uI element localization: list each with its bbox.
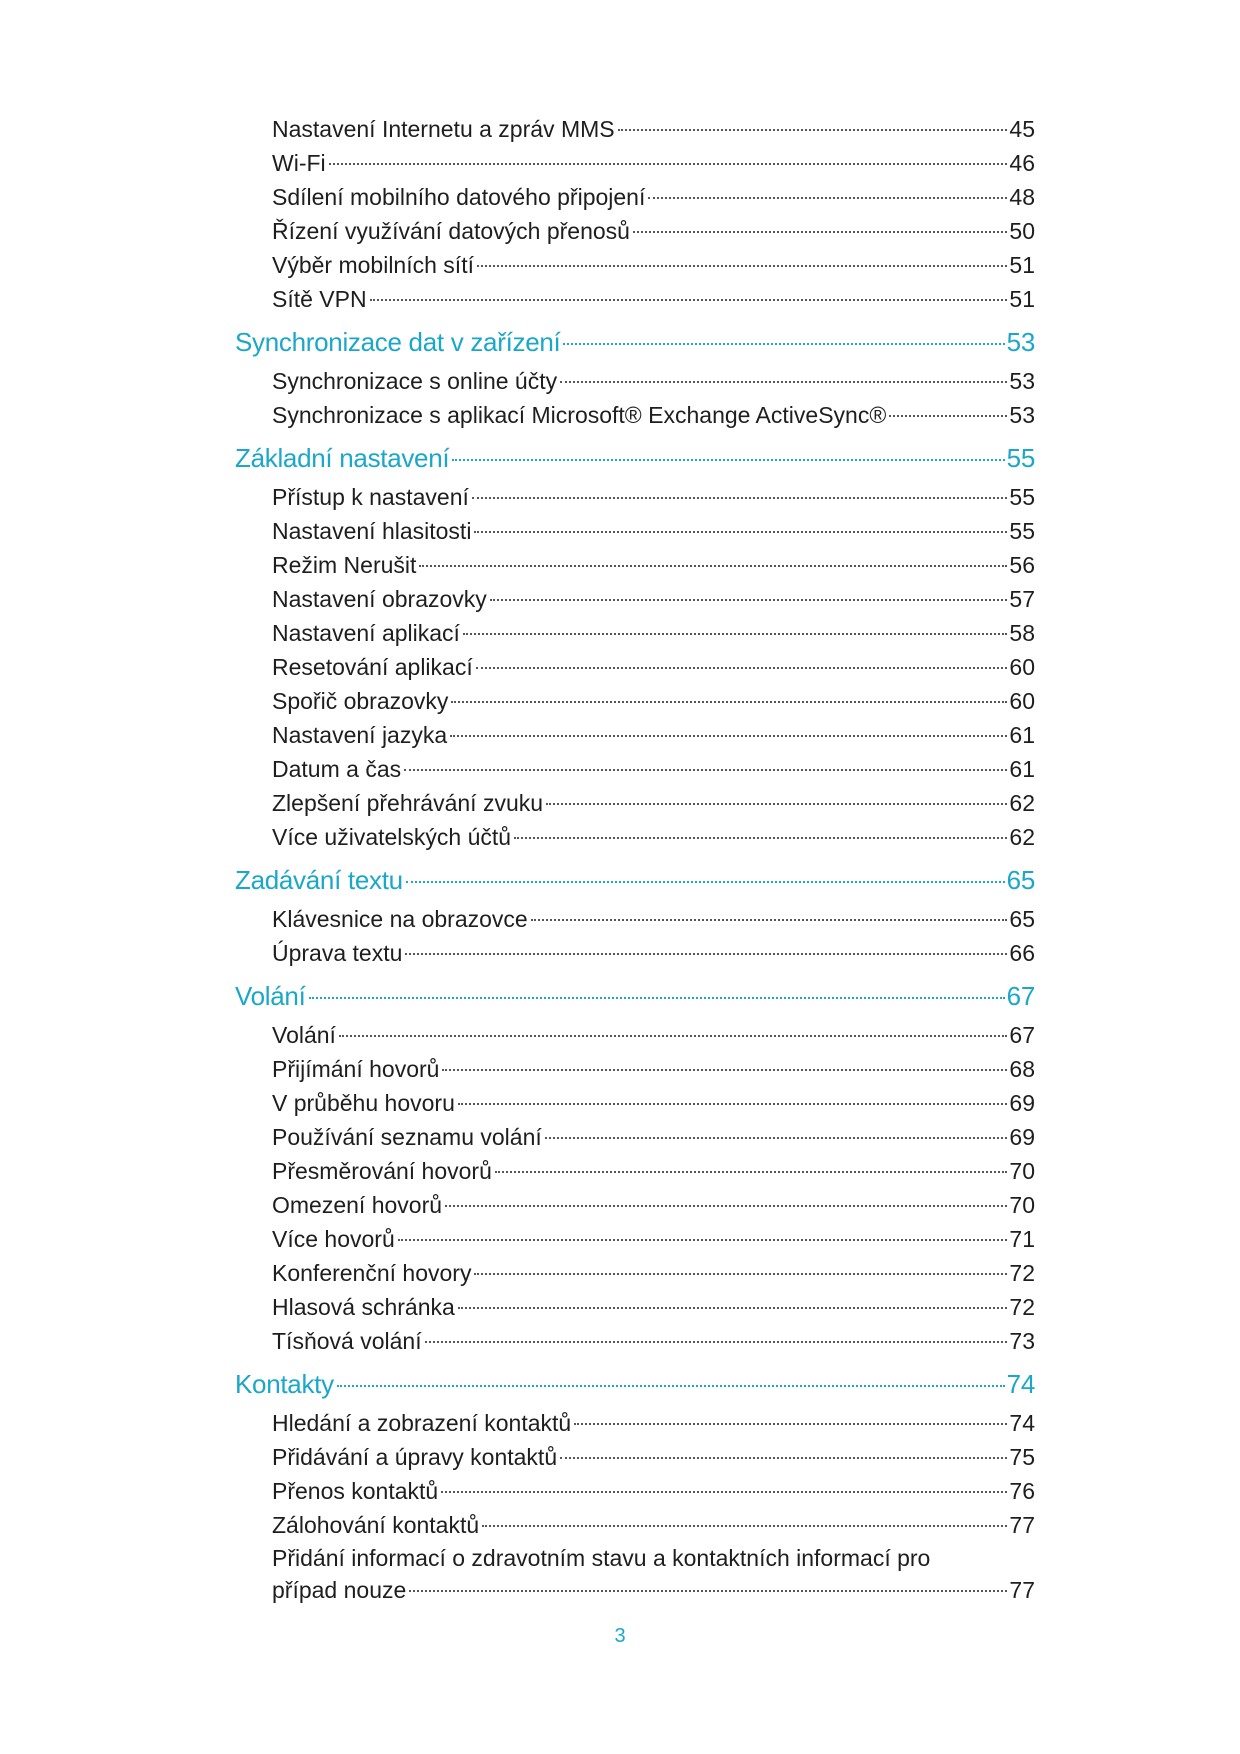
- toc-page-number: 77: [1009, 1512, 1035, 1538]
- toc-page-number: 60: [1009, 688, 1035, 714]
- toc-section-entry[interactable]: [235, 548, 1035, 582]
- toc-entry-label: Resetování aplikací: [272, 654, 473, 680]
- toc-section-entry[interactable]: [235, 514, 1035, 548]
- toc-section-entry[interactable]: [235, 398, 1035, 432]
- toc-entry-label-continued: případ nouze: [272, 1577, 407, 1603]
- toc-page-number: 58: [1009, 620, 1035, 646]
- toc-entry-label: Přijímání hovorů: [272, 1056, 440, 1082]
- toc-page-number: 51: [1009, 286, 1035, 312]
- toc-entry-label: Sítě VPN: [272, 286, 367, 312]
- toc-entry-label: Úprava textu: [272, 940, 403, 966]
- toc-entry-label: Zadávání textu: [235, 865, 403, 895]
- toc-page-number: 72: [1009, 1294, 1035, 1320]
- toc-leader-dots: [339, 1035, 1007, 1037]
- toc-entry-label: Více hovorů: [272, 1226, 395, 1252]
- toc-section-entry[interactable]: [235, 752, 1035, 786]
- toc-page-number: 77: [1009, 1577, 1035, 1603]
- toc-chapter-entry[interactable]: [235, 316, 1035, 364]
- toc-page-number: 60: [1009, 654, 1035, 680]
- toc-leader-dots: [474, 531, 1007, 533]
- toc-entry-label: Přesměrování hovorů: [272, 1158, 492, 1184]
- toc-section-entry[interactable]: [235, 1120, 1035, 1154]
- toc-page-number: 72: [1009, 1260, 1035, 1286]
- toc-entry-label: Přidávání a úpravy kontaktů: [272, 1444, 558, 1470]
- toc-section-entry[interactable]: [235, 1256, 1035, 1290]
- toc-leader-dots: [329, 163, 1008, 165]
- toc-entry-label: Synchronizace dat v zařízení: [235, 327, 561, 357]
- toc-section-entry[interactable]: [235, 1542, 1035, 1606]
- toc-leader-dots: [490, 599, 1008, 601]
- toc-section-entry[interactable]: [235, 1474, 1035, 1508]
- toc-entry-label: Synchronizace s online účty: [272, 368, 558, 394]
- toc-entry-label: Přístup k nastavení: [272, 484, 469, 510]
- toc-entry-label: Používání seznamu volání: [272, 1124, 542, 1150]
- toc-leader-dots: [482, 1525, 1007, 1527]
- toc-page-number: 74: [1006, 1369, 1035, 1399]
- toc-leader-dots: [476, 667, 1008, 669]
- toc-page-number: 50: [1009, 218, 1035, 244]
- toc-section-entry[interactable]: [235, 1154, 1035, 1188]
- toc-page-number: 53: [1009, 402, 1035, 428]
- toc-section-entry[interactable]: [235, 180, 1035, 214]
- toc-page-number: 57: [1009, 586, 1035, 612]
- toc-entry-label: Klávesnice na obrazovce: [272, 906, 528, 932]
- toc-chapter-entry[interactable]: [235, 854, 1035, 902]
- toc-entry-label: Hledání a zobrazení kontaktů: [272, 1410, 572, 1436]
- toc-leader-dots: [477, 265, 1007, 267]
- toc-section-entry[interactable]: [235, 1508, 1035, 1542]
- table-of-contents: [235, 112, 1035, 1606]
- toc-entry-label: Více uživatelských účtů: [272, 824, 512, 850]
- toc-leader-dots: [450, 735, 1007, 737]
- toc-page-number: 46: [1009, 150, 1035, 176]
- toc-section-entry[interactable]: [235, 1406, 1035, 1440]
- toc-entry-label: Přidání informací o zdravotním stavu a kontaktních informací pro: [272, 1545, 931, 1571]
- toc-page-number: 75: [1009, 1444, 1035, 1470]
- toc-entry-label: Nastavení obrazovky: [272, 586, 487, 612]
- toc-entry-label: Základní nastavení: [235, 443, 450, 473]
- toc-section-entry[interactable]: [235, 582, 1035, 616]
- toc-page-number: 62: [1009, 824, 1035, 850]
- toc-entry-label: Nastavení aplikací: [272, 620, 460, 646]
- page-number: 3: [614, 1625, 626, 1647]
- toc-entry-label: Nastavení jazyka: [272, 722, 448, 748]
- toc-leader-dots: [560, 381, 1007, 383]
- toc-page-number: 69: [1009, 1090, 1035, 1116]
- toc-section-entry[interactable]: [235, 364, 1035, 398]
- toc-section-entry[interactable]: [235, 616, 1035, 650]
- toc-entry-label: Hlasová schránka: [272, 1294, 455, 1320]
- toc-page-number: 61: [1009, 722, 1035, 748]
- toc-chapter-entry[interactable]: [235, 1358, 1035, 1406]
- toc-leader-dots: [474, 1273, 1007, 1275]
- toc-entry-label: Omezení hovorů: [272, 1192, 443, 1218]
- toc-leader-dots: [472, 497, 1008, 499]
- toc-entry-label: Nastavení Internetu a zpráv MMS: [272, 116, 615, 142]
- toc-section-entry[interactable]: [235, 1290, 1035, 1324]
- toc-page-number: 53: [1006, 327, 1035, 357]
- toc-entry-label: Datum a čas: [272, 756, 402, 782]
- toc-leader-dots: [425, 1341, 1008, 1343]
- toc-page-number: 55: [1006, 443, 1035, 473]
- toc-leader-dots: [648, 197, 1007, 199]
- toc-page-number: 71: [1009, 1226, 1035, 1252]
- toc-page-number: 70: [1009, 1158, 1035, 1184]
- toc-page-number: 67: [1009, 1022, 1035, 1048]
- toc-entry-label: Wi-Fi: [272, 150, 326, 176]
- toc-entry-label: Volání: [235, 981, 306, 1011]
- toc-page-number: 73: [1009, 1328, 1035, 1354]
- toc-entry-label: Zlepšení přehrávání zvuku: [272, 790, 544, 816]
- toc-page-number: 66: [1009, 940, 1035, 966]
- toc-entry-label: Volání: [272, 1022, 336, 1048]
- toc-leader-dots: [442, 1069, 1007, 1071]
- toc-entry-label: Konferenční hovory: [272, 1260, 472, 1286]
- toc-section-entry[interactable]: [235, 112, 1035, 146]
- toc-section-entry[interactable]: [235, 1440, 1035, 1474]
- toc-page-number: 55: [1009, 484, 1035, 510]
- toc-leader-dots: [405, 953, 1007, 955]
- toc-entry-label: Nastavení hlasitosti: [272, 518, 472, 544]
- toc-leader-dots: [452, 459, 1004, 461]
- toc-entry-label: V průběhu hovoru: [272, 1090, 455, 1116]
- toc-section-entry[interactable]: [235, 820, 1035, 854]
- toc-leader-dots: [406, 881, 1005, 883]
- toc-leader-dots: [560, 1457, 1007, 1459]
- toc-section-entry[interactable]: [235, 248, 1035, 282]
- toc-chapter-entry[interactable]: [235, 432, 1035, 480]
- toc-leader-dots: [633, 231, 1007, 233]
- toc-page-number: 69: [1009, 1124, 1035, 1150]
- toc-section-entry[interactable]: [235, 282, 1035, 316]
- toc-entry-label: Zálohování kontaktů: [272, 1512, 480, 1538]
- toc-page-number: 51: [1009, 252, 1035, 278]
- toc-leader-dots: [441, 1491, 1007, 1493]
- toc-chapter-entry[interactable]: [235, 970, 1035, 1018]
- toc-entry-label: Spořič obrazovky: [272, 688, 449, 714]
- toc-section-entry[interactable]: [235, 214, 1035, 248]
- toc-entry-label: Přenos kontaktů: [272, 1478, 439, 1504]
- toc-section-entry[interactable]: [235, 786, 1035, 820]
- toc-leader-dots: [563, 343, 1004, 345]
- toc-leader-dots: [404, 769, 1007, 771]
- toc-section-entry[interactable]: [235, 1222, 1035, 1256]
- toc-entry-label: Režim Nerušit: [272, 552, 417, 578]
- toc-section-entry[interactable]: [235, 902, 1035, 936]
- toc-page-number: 53: [1009, 368, 1035, 394]
- toc-leader-dots: [458, 1307, 1008, 1309]
- toc-leader-dots: [574, 1423, 1007, 1425]
- toc-leader-dots: [409, 1590, 1007, 1592]
- toc-section-entry[interactable]: [235, 1324, 1035, 1358]
- toc-page-number: 56: [1009, 552, 1035, 578]
- toc-entry-continuation: [272, 1574, 1035, 1606]
- toc-page-number: 67: [1006, 981, 1035, 1011]
- toc-page-number: 45: [1009, 116, 1035, 142]
- toc-leader-dots: [445, 1205, 1007, 1207]
- toc-section-entry[interactable]: [235, 684, 1035, 718]
- toc-section-entry[interactable]: [235, 1188, 1035, 1222]
- toc-section-entry[interactable]: [235, 1052, 1035, 1086]
- toc-page-number: 74: [1009, 1410, 1035, 1436]
- toc-section-entry[interactable]: [235, 718, 1035, 752]
- toc-leader-dots: [495, 1171, 1008, 1173]
- toc-leader-dots: [618, 129, 1008, 131]
- toc-leader-dots: [370, 299, 1008, 301]
- toc-entry-label: Synchronizace s aplikací Microsoft® Exchange ActiveSync®: [272, 402, 887, 428]
- toc-entry-label: Sdílení mobilního datového připojení: [272, 184, 646, 210]
- toc-leader-dots: [463, 633, 1007, 635]
- toc-page-number: 55: [1009, 518, 1035, 544]
- toc-section-entry[interactable]: [235, 1086, 1035, 1120]
- toc-leader-dots: [398, 1239, 1008, 1241]
- toc-page-number: 70: [1009, 1192, 1035, 1218]
- toc-page-number: 65: [1009, 906, 1035, 932]
- toc-leader-dots: [451, 701, 1007, 703]
- toc-leader-dots: [546, 803, 1007, 805]
- toc-page-number: 76: [1009, 1478, 1035, 1504]
- toc-page-number: 61: [1009, 756, 1035, 782]
- toc-section-entry[interactable]: [235, 480, 1035, 514]
- toc-page-number: 65: [1006, 865, 1035, 895]
- toc-section-entry[interactable]: [235, 936, 1035, 970]
- toc-section-entry[interactable]: [235, 1018, 1035, 1052]
- toc-leader-dots: [309, 997, 1005, 999]
- toc-entry-label: Kontakty: [235, 1369, 334, 1399]
- toc-entry-label: Tísňová volání: [272, 1328, 422, 1354]
- toc-leader-dots: [419, 565, 1007, 567]
- toc-page-number: 62: [1009, 790, 1035, 816]
- toc-leader-dots: [889, 415, 1007, 417]
- toc-entry-label: Výběr mobilních sítí: [272, 252, 474, 278]
- toc-leader-dots: [531, 919, 1008, 921]
- toc-leader-dots: [337, 1385, 1005, 1387]
- toc-entry-label: Řízení využívání datových přenosů: [272, 218, 630, 244]
- toc-page-number: 48: [1009, 184, 1035, 210]
- toc-leader-dots: [458, 1103, 1008, 1105]
- toc-leader-dots: [514, 837, 1007, 839]
- toc-page-number: 68: [1009, 1056, 1035, 1082]
- toc-leader-dots: [545, 1137, 1008, 1139]
- toc-section-entry[interactable]: [235, 650, 1035, 684]
- toc-section-entry[interactable]: [235, 146, 1035, 180]
